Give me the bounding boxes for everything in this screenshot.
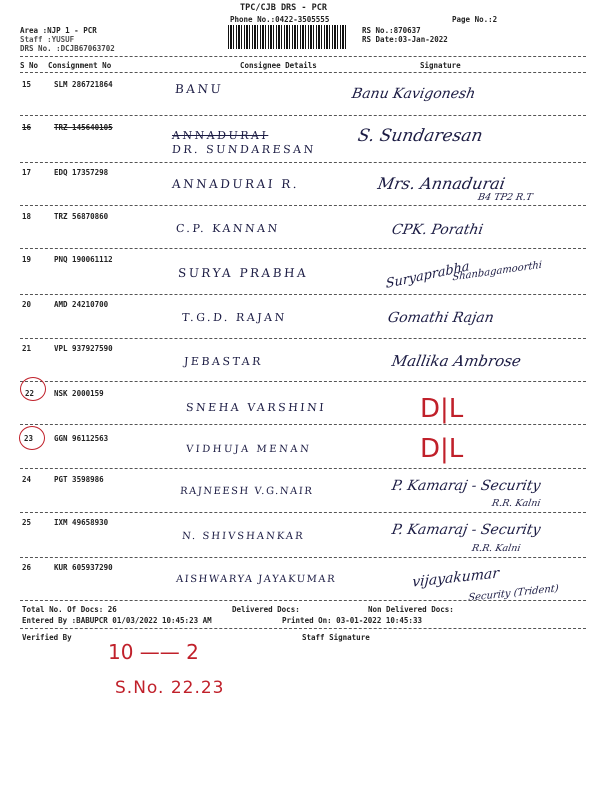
- row-consignee-name: N. SHIVSHANKAR: [181, 531, 305, 542]
- row-consignee-struck-name: ANNADURAI: [171, 129, 269, 142]
- row-consignment-no: KUR 605937290: [54, 563, 113, 572]
- row-divider: [20, 205, 586, 206]
- non-delivered-docs: Non Delivered Docs:: [368, 605, 454, 614]
- row-consignment-no: GGN 96112563: [54, 434, 109, 443]
- row-consignment-no: TRZ 56870860: [54, 212, 109, 221]
- row-consignment-no: SLM 286721864: [54, 80, 113, 89]
- row-consignee-name: SURYA PRABHA: [177, 266, 309, 280]
- row-signature-note: Shanbagamoorthi: [452, 259, 543, 284]
- row-sno: 26: [22, 563, 32, 572]
- row-signature-note: B4 TP2 R.T: [477, 192, 534, 203]
- row-signature-note: Security (Trident): [467, 583, 560, 604]
- row-sno: 15: [22, 80, 32, 89]
- document-title: TPC/CJB DRS - PCR: [240, 3, 327, 13]
- row-signature: Banu Kavigonesh: [350, 86, 477, 102]
- row-sno: 21: [22, 344, 32, 353]
- staff-signature-label: Staff Signature: [302, 633, 370, 642]
- row-sno: 20: [22, 300, 32, 309]
- row-sno: 25: [22, 518, 32, 527]
- staff-field: Staff :YUSUF: [20, 35, 75, 44]
- row-consignee-name: ANNADURAI R.: [171, 177, 300, 191]
- row-divider: [20, 248, 586, 249]
- row-consignee-name: VIDHUJA MENAN: [185, 444, 312, 455]
- delivered-docs: Delivered Docs:: [232, 605, 300, 614]
- rs-date: RS Date:03-Jan-2022: [362, 35, 448, 44]
- row-signature: Suryaprabha: [385, 259, 470, 292]
- row-sno: 23: [24, 434, 34, 443]
- row-consignee-name: DR. SUNDARESAN: [171, 143, 317, 156]
- row-divider: [20, 338, 586, 339]
- handwritten-sno-note: S.No. 22.23: [115, 678, 225, 698]
- drs-number: DRS No. :DCJB67063702: [20, 44, 115, 53]
- row-divider: [20, 600, 586, 601]
- row-consignee-name: SNEHA VARSHINI: [185, 401, 327, 414]
- phone-number: Phone No.:0422-3505555: [230, 15, 330, 24]
- row-sno: 18: [22, 212, 32, 221]
- row-sno: 17: [22, 168, 32, 177]
- row-signature: Mrs. Annadurai: [376, 174, 507, 193]
- row-signature-note: R.R. Kalni: [491, 498, 542, 509]
- row-consignment-no: VPL 937927590: [54, 344, 113, 353]
- row-signature: vijayakumar: [411, 565, 500, 591]
- row-divider: [20, 381, 586, 382]
- row-divider: [20, 115, 586, 116]
- row-divider: [20, 557, 586, 558]
- row-consignment-no: NSK 2000159: [54, 389, 104, 398]
- row-consignment-no: EDQ 17357298: [54, 168, 109, 177]
- row-divider: [20, 294, 586, 295]
- printed-on: Printed On: 03-01-2022 10:45:33: [282, 616, 422, 625]
- row-sno: 22: [25, 389, 35, 398]
- row-consignee-name: AISHWARYA JAYAKUMAR: [175, 574, 337, 585]
- entered-by: Entered By :BABUPCR 01/03/2022 10:45:23 AM: [22, 616, 212, 625]
- row-sno: 19: [22, 255, 32, 264]
- total-docs: Total No. Of Docs: 26: [22, 605, 117, 614]
- row-consignee-name: JEBASTAR: [183, 355, 264, 368]
- row-signature: S. Sundaresan: [356, 126, 485, 146]
- area-field: Area :NJP 1 - PCR: [20, 26, 97, 35]
- col-header-signature: Signature: [420, 61, 461, 70]
- row-divider: [20, 468, 586, 469]
- row-divider: [20, 162, 586, 163]
- header-divider: [20, 56, 586, 57]
- row-consignment-no: IXM 49658930: [54, 518, 109, 527]
- col-header-sno: S No: [20, 61, 39, 70]
- footer-divider: [20, 628, 586, 629]
- row-consignment-no: PNQ 190061112: [54, 255, 113, 264]
- barcode: [228, 25, 348, 49]
- row-signature: Mallika Ambrose: [390, 352, 523, 370]
- row-signature: CPK. Porathi: [390, 222, 485, 238]
- verified-by-label: Verified By: [22, 633, 72, 642]
- col-header-consignee: Consignee Details: [240, 61, 317, 70]
- row-consignee-name: BANU: [174, 82, 224, 96]
- row-consignee-name: RAJNEESH V.G.NAIR: [179, 486, 314, 497]
- page-number: Page No.:2: [452, 15, 498, 24]
- row-signature: D|L: [420, 434, 464, 464]
- row-consignee-name: T.G.D. RAJAN: [181, 311, 288, 324]
- row-signature: P. Kamaraj - Security: [390, 522, 542, 538]
- row-consignment-no: PGT 3598986: [54, 475, 104, 484]
- row-divider: [20, 424, 586, 425]
- row-consignee-name: C.P. KANNAN: [175, 222, 281, 235]
- row-signature-note: R.R. Kalni: [471, 543, 522, 554]
- col-header-consignment: Consignment No: [48, 61, 112, 70]
- row-sno: 16: [22, 123, 32, 132]
- handwritten-count: 10 —— 2: [108, 640, 199, 664]
- row-sno: 24: [22, 475, 32, 484]
- row-signature: P. Kamaraj - Security: [390, 478, 542, 494]
- column-header-divider: [20, 72, 586, 73]
- row-signature: D|L: [420, 394, 464, 424]
- row-signature: Gomathi Rajan: [386, 310, 496, 326]
- rs-number: RS No.:870637: [362, 26, 421, 35]
- row-divider: [20, 512, 586, 513]
- row-consignment-no: TRZ 145640105: [54, 123, 113, 132]
- row-consignment-no: AMD 24210700: [54, 300, 109, 309]
